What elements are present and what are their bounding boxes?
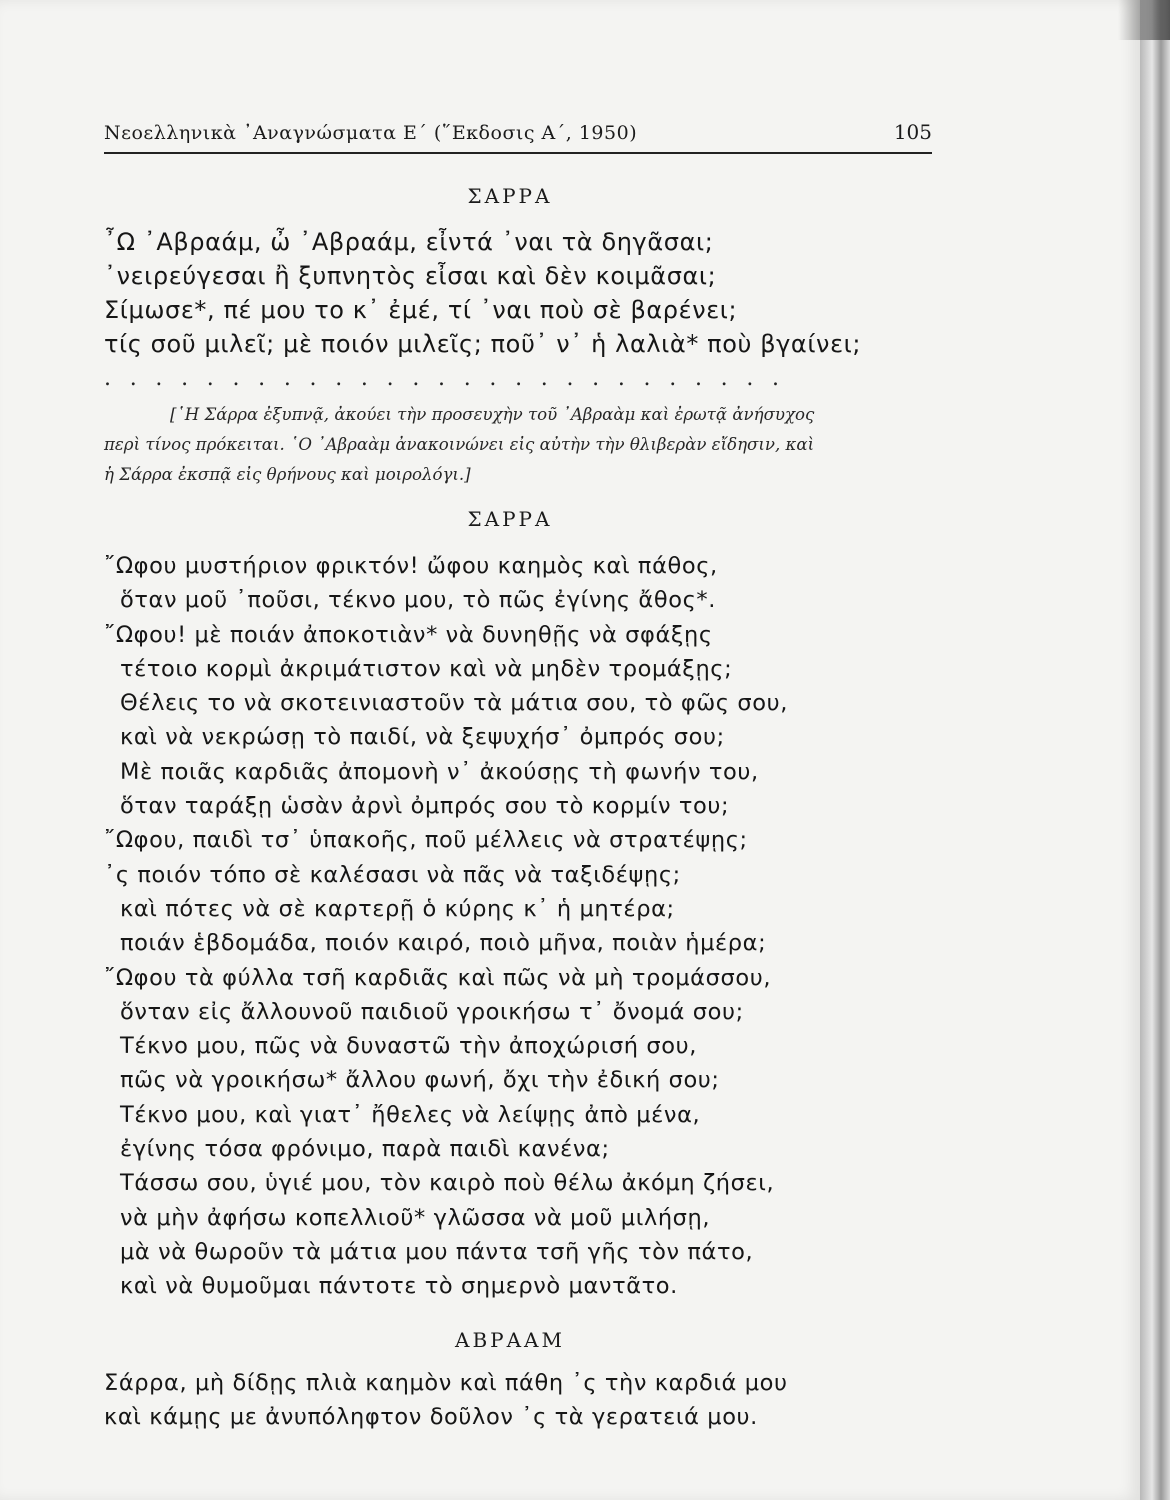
verse-line: Σίμωσε*, πέ μου το κ᾽ ἐμέ, τί ᾽ναι ποὺ σὲ βαρένει; — [104, 296, 738, 324]
page-header — [104, 118, 932, 154]
verse-line: ὅνταν εἰς ἄλλουνοῦ παιδιοῦ γροικήσω τ᾽ ὄνομά σου; — [120, 998, 744, 1025]
verse-line: μὰ νὰ θωροῦν τὰ μάτια μου πάντα τσῆ γῆς τὸν πάτο, — [120, 1238, 754, 1265]
verse-line: ῎Ωφου, παιδὶ τσ᾽ ὑπακοῆς, ποῦ μέλλεις νὰ στρατέψῃς; — [104, 827, 748, 854]
verse-block-1 — [104, 225, 944, 361]
stage-direction-line: [῾Η Σάρρα ἐξυπνᾷ, ἀκούει τὴν προσευχὴν τοῦ ᾽Αβραὰμ καὶ ἐρωτᾷ ἀνήσυχος — [170, 405, 815, 424]
speaker-heading-abraam: ΑΒΡΑΑΜ — [455, 1328, 565, 1352]
verse-line: τίς σοῦ μιλεῖ; μὲ ποιόν μιλεῖς; ποῦ᾽ ν᾽ ἡ λαλιὰ* ποὺ βγαίνει; — [104, 330, 862, 358]
verse-line: Θέλεις το νὰ σκοτεινιαστοῦν τὰ μάτια σου, τὸ φῶς σου, — [120, 690, 788, 717]
stage-direction — [104, 400, 936, 490]
verse-line: ᾽νειρεύγεσαι ἢ ξυπνητὸς εἶσαι καὶ δὲν κοιμᾶσαι; — [104, 262, 717, 290]
verse-line: ῏Ω ᾽Αβραάμ, ὦ ᾽Αβραάμ, εἶντά ᾽ναι τὰ δηγᾶσαι; — [104, 228, 714, 256]
page-number: 105 — [893, 120, 932, 144]
verse-line: Σάρρα, μὴ δίδῃς πλιὰ καημὸν καὶ πάθη ᾽ς τὴν καρδιά μου — [104, 1370, 788, 1396]
verse-line: καὶ νὰ θυμοῦμαι πάντοτε τὸ σημερνὸ μαντᾶτο. — [120, 1273, 678, 1300]
verse-line: τέτοιο κορμὶ ἀκριμάτιστον καὶ νὰ μηδὲν τρομάξῃς; — [120, 655, 733, 682]
verse-line: ᾽ς ποιόν τόπο σὲ καλέσασι νὰ πᾶς νὰ ταξιδέψῃς; — [104, 861, 681, 888]
verse-line: καὶ νὰ νεκρώσῃ τὸ παιδί, νὰ ξεψυχήσ᾽ ὀμπρός σου; — [120, 724, 725, 751]
speaker-heading-sarra-2: ΣΑΡΡΑ — [467, 507, 553, 531]
verse-line: νὰ μὴν ἀφήσω κοπελλιοῦ* γλῶσσα νὰ μοῦ μιλήσῃ, — [120, 1204, 711, 1231]
verse-line: καὶ κάμῃς με ἀνυπόληφτον δοῦλον ᾽ς τὰ γερατειά μου. — [104, 1404, 758, 1431]
verse-line: ὅταν ταράξῃ ὡσὰν ἀρνὶ ὀμπρός σου τὸ κορμίν του; — [120, 793, 730, 820]
verse-line: ποιάν ἑβδομάδα, ποιόν καιρό, ποιὸ μῆνα, ποιὰν ἡμέρα; — [120, 930, 767, 957]
speaker-heading-sarra-1: ΣΑΡΡΑ — [467, 184, 553, 208]
omission-marks: ........................... — [104, 366, 798, 391]
verse-line: Τέκνο μου, καὶ γιατ᾽ ἤθελες νὰ λείψῃς ἀπὸ μένα, — [120, 1101, 701, 1128]
verse-line: Τέκνο μου, πῶς νὰ δυναστῶ τὴν ἀποχώρισή σου, — [120, 1033, 698, 1060]
verse-line: ὅταν μοῦ ᾽ποῦσι, τέκνο μου, τὸ πῶς ἐγίνης ἄθος*. — [120, 587, 716, 614]
verse-line: ἐγίνης τόσα φρόνιμο, παρὰ παιδὶ κανένα; — [120, 1136, 610, 1163]
verse-line: πῶς νὰ γροικήσω* ἄλλου φωνή, ὄχι τὴν ἐδική σου; — [120, 1067, 720, 1094]
stage-direction-line: ἡ Σάρρα ἐκσπᾷ εἰς θρήνους καὶ μοιρολόγι.] — [104, 465, 471, 484]
running-head: Νεοελληνικὰ ᾽Αναγνώσματα Ε΄ (῞Εκδοσις Α΄, 1950) — [104, 122, 638, 144]
stage-direction-line: περὶ τίνος πρόκειται. ῾Ο ᾽Αβραὰμ ἀνακοινώνει εἰς αὐτὴν τὴν θλιβερὰν εἴδησιν, καὶ — [104, 435, 815, 454]
verse-line: ῎Ωφου μυστήριον φρικτόν! ὤφου καημὸς καὶ πάθος, — [104, 553, 718, 579]
verse-line: Τάσσω σου, ὑγιέ μου, τὸν καιρὸ ποὺ θέλω ἀκόμη ζήσει, — [120, 1170, 775, 1197]
verse-line: ῎Ωφου! μὲ ποιάν ἀποκοτιὰν* νὰ δυνηθῇς νὰ σφάξῃς — [104, 621, 713, 648]
page-corner-shadow — [1118, 0, 1170, 40]
verse-block-2 — [104, 549, 944, 1304]
page-edge-binding — [1140, 0, 1170, 1500]
verse-line: καὶ πότες νὰ σὲ καρτερῇ ὁ κύρης κ᾽ ἡ μητέρα; — [120, 895, 675, 922]
verse-line: Μὲ ποιᾶς καρδιᾶς ἀπομονὴ ν᾽ ἀκούσῃς τὴ φωνήν του, — [120, 758, 759, 785]
verse-block-3 — [104, 1366, 944, 1435]
verse-line: ῎Ωφου τὰ φύλλα τσῆ καρδιᾶς καὶ πῶς νὰ μὴ τρομάσσου, — [104, 964, 772, 991]
